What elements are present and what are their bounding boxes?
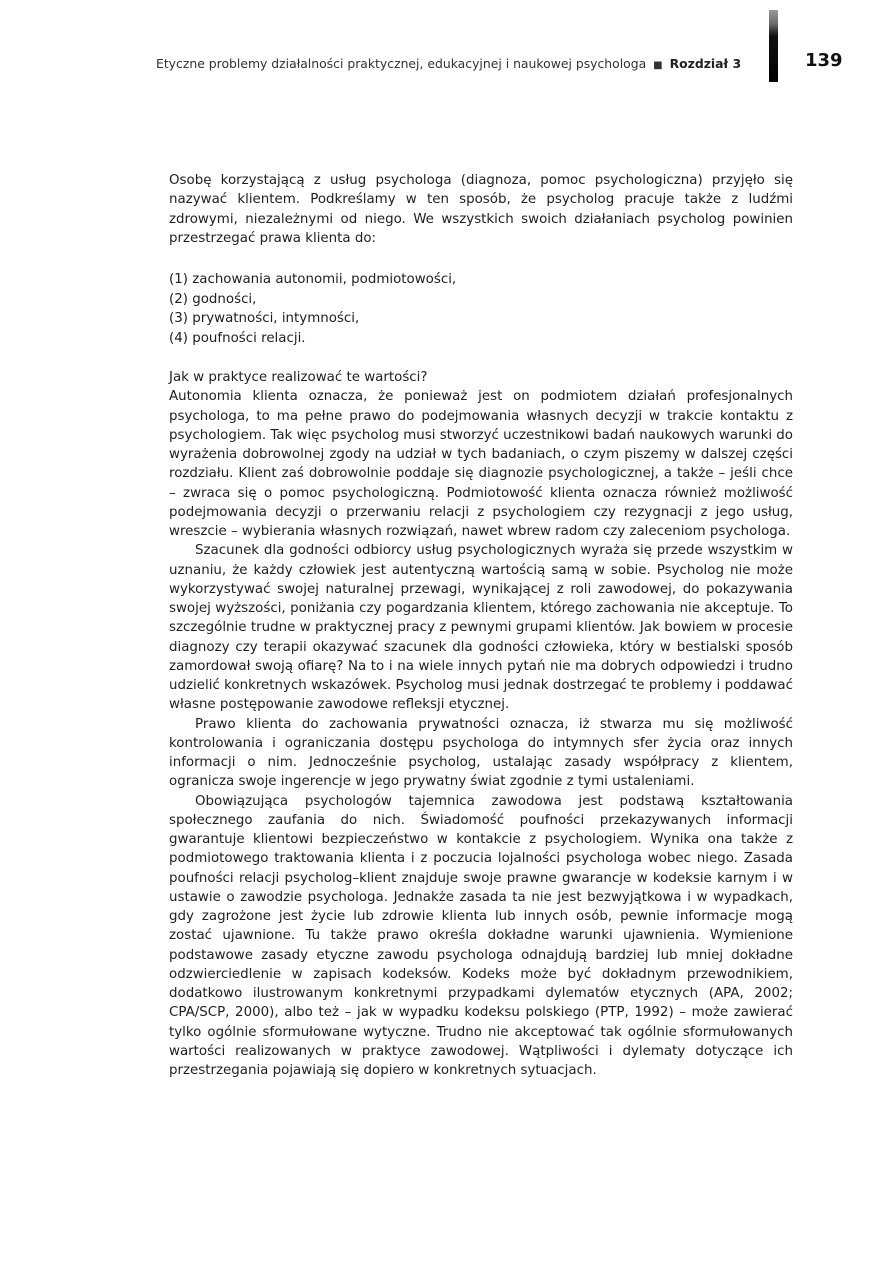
chapter-label: Rozdział 3	[669, 56, 742, 71]
running-title: Etyczne problemy działalności praktycznej, edukacyjnej i naukowej psychologa	[156, 56, 647, 71]
header-separator: ■	[653, 60, 663, 71]
list-item: (2) godności,	[169, 291, 257, 307]
page-body	[169, 171, 793, 1080]
paragraph-confidentiality: Obowiązująca psychologów tajemnica zawodowa jest podstawą kształtowania społecznego zaufania do nich. Świadomość poufności przekazywanych informacji gwarantuje klientowi bezpieczeństwo w kontakcie z psychologiem. Wynika ona także z podmiotowego traktowania klienta i z poczucia lojalności psychologa wobec niego. Zasada poufności relacji psycholog–klient znajduje swoje prawne gwarancje w kodeksie karnym i w ustawie o zawodzie psychologa. Jednakże zasada ta nie jest bezwyjątkowa i w wypadkach, gdy zagrożone jest życie lub zdrowie klienta lub innych osób, pewnie informacje mogą zostać ujawnione. Tu także prawo określa dokładne warunki ujawnienia. Wymienione podstawowe zasady etyczne zawodu psychologa odnajdują bardziej lub mniej dokładne odzwierciedlenie w zapisach kodeksów. Kodeks może być dokładnym przewodnikiem, dodatkowo ilustrowanym konkretnymi przypadkami dylematów etycznych (APA, 2002; CPA/SCP, 2000), albo też – jak w wypadku kodeksu polskiego (PTP, 1992) – może zawierać tylko ogólnie sformułowane wytyczne. Trudno nie akceptować tak ogólnie sformułowanych wartości realizowanych w praktyce zawodowej. Wątpliwości i dylematy dotyczące ich przestrzegania pojawiają się dopiero w konkretnych sytuacjach.	[169, 793, 793, 1078]
paragraph-privacy: Prawo klienta do zachowania prywatności oznacza, iż stwarza mu się możliwość kontrolowania i ograniczania dostępu psychologa do intymnych sfer życia oraz innych informacji o nim. Jednocześnie psycholog, ustalając zasady współpracy z klientem, ogranicza swoje ingerencje w jego prywatny świat zgodnie z tymi ustaleniami.	[169, 716, 793, 790]
list-item: (1) zachowania autonomii, podmiotowości,	[169, 272, 457, 287]
paragraph-dignity: Szacunek dla godności odbiorcy usług psychologicznych wyraża się przede wszystkim w uznaniu, że każdy człowiek jest autentyczną wartością samą w sobie. Psycholog nie może wykorzystywać swojej naturalnej przewagi, wynikającej z roli zawodowej, do pokazywania swojej wyższości, poniżania czy pogardzania klientem, którego zachowania nie akceptuje. To szczególnie trudne w praktycznej pracy z pewnymi grupami klientów. Jak bowiem w procesie diagnozy czy terapii okazywać szacunek dla godności człowieka, który w bestialski sposób zamordował swoją ofiarę? Na to i na wiele innych pytań nie ma dobrych odpowiedzi i trudno udzielić konkretnych wskazówek. Psycholog musi jednak dostrzegać te problemy i poddawać własne postępowanie zawodowe refleksji etycznej.	[169, 543, 793, 713]
chapter-thumb-tab	[769, 10, 778, 82]
running-header	[156, 56, 741, 71]
rights-list	[169, 270, 793, 348]
list-item: (4) poufności relacji.	[169, 330, 306, 346]
list-item: (3) prywatności, intymności,	[169, 311, 360, 326]
paragraph-autonomy: Autonomia klienta oznacza, że ponieważ jest on podmiotem działań profesjonalnych psychologa, to ma pełne prawo do podejmowania własnych decyzji w trakcie kontaktu z psychologiem. Tak więc psycholog musi stworzyć uczestnikowi badań naukowych warunki do wyrażenia dobrowolnej zgody na udział w tych badaniach, o czym piszemy w dalszej części rozdziału. Klient zaś dobrowolnie poddaje się diagnozie psychologicznej, a także – jeśli chce – zwraca się o pomoc psychologiczną. Podmiotowość klienta oznacza również możliwość podejmowania decyzji o przerwaniu relacji z psychologiem czy rezygnacji z jego usług, wreszcie – wybierania własnych rozwiązań, nawet wbrew radom czy zaleceniom psychologa.	[169, 389, 793, 539]
question-line: Jak w praktyce realizować te wartości?	[169, 370, 428, 385]
intro-paragraph: Osobę korzystającą z usług psychologa (diagnoza, pomoc psychologiczna) przyjęło się nazywać klientem. Podkreślamy w ten sposób, że psycholog pracuje także z ludźmi zdrowymi, niezależnymi od niego. We wszystkich swoich działaniach psycholog powinien przestrzegać prawa klienta do:	[169, 173, 793, 246]
page-number: 139	[805, 50, 843, 71]
